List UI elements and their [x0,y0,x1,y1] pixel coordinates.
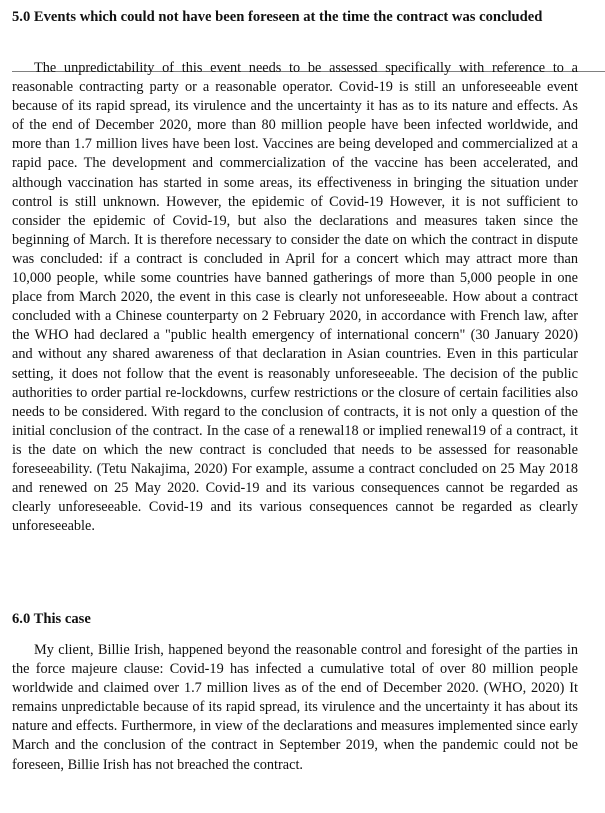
section-5-paragraph: The unpredictability of this event needs to be assessed specifically with reference to a reasonable contracting party or a reasonable operator. Covid-19 is still an unforeseeable event because of its rapid spread, its virulence and the uncertainty it has as to its nature and effects. As of the end of December 2020, more than 80 million people have been infected worldwide, and more than 1.7 million lives have been lost. Vaccines are being developed and commercialized at a rapid pace. The development and commercialization of the vaccine has been accelerated, and although vaccination has started in some areas, its effectiveness in bringing the situation under control is still unknown. However, the epidemic of Covid-19 However, it is not sufficient to consider the epidemic of Covid-19, but also the declarations and measures taken since the beginning of March. It is therefore necessary to consider the date on which the contract in dispute was concluded: if a contract is concluded in April for a concert which may attract more than 10,000 people, while some countries have banned gatherings of more than 5,000 people in one place from March 2020, the event in this case is clearly not unforeseeable. How about a contract concluded with a Chinese counterparty on 2 February 2020, in accordance with French law, after the WHO had declared a "public health emergency of international concern" (30 January 2020) and without any shared awareness of that declaration in Asian countries. Even in this particular setting, it does not follow that the event is reasonably unforeseeable. The decision of the public authorities to order partial re-lockdowns, curfew restrictions or the closure of certain facilities also needs to be considered. With regard to the conclusion of contracts, it is not only a question of the initial conclusion of the contract. In the case of a renewal18 or implied renewal19 of a contract, it is the date on which the new contract is concluded that needs to be assessed for reasonable foreseeability. (Tetu Nakajima, 2020) For example, assume a contract concluded on 25 May 2018 and renewed on 25 May 2020. Covid-19 and its various consequences cannot be regarded as clearly unforeseeable. Covid-19 and its various consequences cannot be regarded as clearly unforeseeable. [12,60,578,535]
section-5-heading: 5.0 Events which could not have been foreseen at the time the contract was concluded [12,9,543,25]
section-6-paragraph: My client, Billie Irish, happened beyond the reasonable control and foresight of the parties in the force majeure clause: Covid-19 has infected a cumulative total of over 80 million people worldwide and claimed over 1.7 million lives as of the end of December 2020. (WHO, 2020) It remains unpredictable because of its rapid spread, its virulence and the uncertainty it has about its nature and effects. Furthermore, in view of the declarations and measures implemented since early March and the conclusion of the contract in September 2019, when the pandemic could not be foreseen, Billie Irish has not breached the contract. [12,642,578,773]
section-6-heading: 6.0 This case [12,611,91,627]
